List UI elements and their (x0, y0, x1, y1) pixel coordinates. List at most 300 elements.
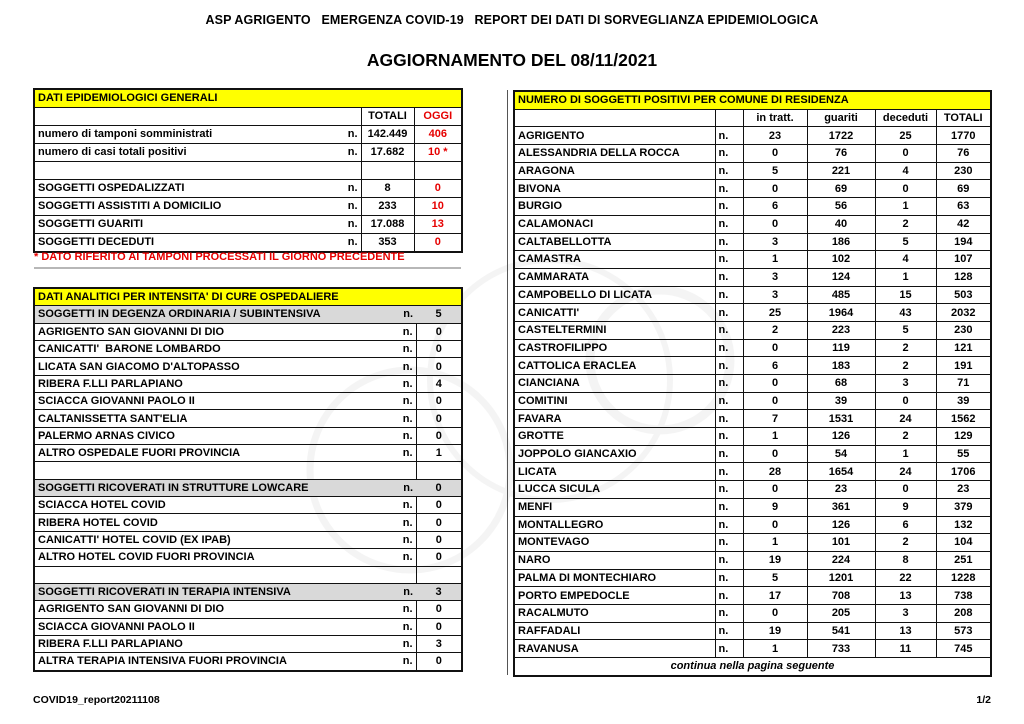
report-date-title: AGGIORNAMENTO DEL 08/11/2021 (366, 50, 658, 70)
totali-value: 17.088 (361, 216, 414, 234)
deceduti-value: 13 (875, 587, 936, 605)
hospital-table-row (34, 514, 462, 531)
patient-count: 0 (416, 341, 462, 358)
totali-value: 132 (936, 516, 991, 534)
general-table-row (34, 198, 462, 216)
guariti-value: 54 (807, 445, 875, 463)
n-abbreviation: n. (715, 162, 743, 180)
totali-value: 738 (936, 587, 991, 605)
facility-label: AGRIGENTO SAN GIOVANNI DI DIO (34, 323, 386, 340)
document-filename: COVID19_report20211108 (33, 694, 160, 706)
n-abbreviation: n. (715, 640, 743, 658)
facility-label: SCIACCA GIOVANNI PAOLO II (34, 393, 386, 410)
guariti-value: 733 (807, 640, 875, 658)
facility-label: ALTRO HOTEL COVID FUORI PROVINCIA (34, 549, 386, 566)
guariti-value: 124 (807, 268, 875, 286)
comune-row (514, 162, 991, 180)
comune-name: LICATA (514, 463, 715, 481)
comune-row (514, 640, 991, 658)
comune-name: BIVONA (514, 180, 715, 198)
deceduti-value: 2 (875, 428, 936, 446)
n-abbreviation: n. (715, 180, 743, 198)
in-tratt-value: 0 (743, 604, 807, 622)
n-abbreviation: n. (335, 126, 361, 144)
deceduti-value: 2 (875, 534, 936, 552)
comune-name: CALTABELLOTTA (514, 233, 715, 251)
in-tratt-value: 0 (743, 445, 807, 463)
comune-row (514, 428, 991, 446)
hospital-table-row (34, 653, 462, 671)
comune-name: PALMA DI MONTECHIARO (514, 569, 715, 587)
in-tratt-value: 1 (743, 251, 807, 269)
in-tratt-value: 0 (743, 145, 807, 163)
totali-value: 1706 (936, 463, 991, 481)
guariti-value: 183 (807, 357, 875, 375)
general-table-row (34, 144, 462, 162)
tamponi-footnote: * DATO RIFERITO AI TAMPONI PROCESSATI IL GIORNO PRECEDENTE (34, 251, 461, 269)
totali-value: 8 (361, 180, 414, 198)
general-header-spacer-n (335, 108, 361, 126)
n-abbreviation: n. (715, 622, 743, 640)
comune-row (514, 321, 991, 339)
deceduti-value: 6 (875, 516, 936, 534)
n-abbreviation: n. (715, 587, 743, 605)
in-tratt-value: 5 (743, 162, 807, 180)
in-tratt-value: 19 (743, 551, 807, 569)
patient-count (416, 462, 462, 479)
n-abbreviation: n. (715, 604, 743, 622)
comune-name: CALAMONACI (514, 215, 715, 233)
comuni-table-footer-row (514, 658, 991, 676)
n-abbreviation: n. (715, 428, 743, 446)
comune-row (514, 551, 991, 569)
totali-value: 503 (936, 286, 991, 304)
totali-value: 1228 (936, 569, 991, 587)
n-abbreviation: n. (386, 549, 416, 566)
in-tratt-value: 6 (743, 357, 807, 375)
comune-name: ALESSANDRIA DELLA ROCCA (514, 145, 715, 163)
comune-row (514, 304, 991, 322)
n-abbreviation: n. (386, 393, 416, 410)
n-abbreviation: n. (715, 463, 743, 481)
general-table-row (34, 234, 462, 253)
guariti-value: 223 (807, 321, 875, 339)
guariti-value: 126 (807, 428, 875, 446)
n-abbreviation: n. (386, 618, 416, 635)
deceduti-value: 1 (875, 268, 936, 286)
comune-row (514, 145, 991, 163)
n-abbreviation: n. (715, 410, 743, 428)
guariti-value: 186 (807, 233, 875, 251)
comune-name: RAVANUSA (514, 640, 715, 658)
facility-label: LICATA SAN GIACOMO D'ALTOPASSO (34, 358, 386, 375)
n-abbreviation: n. (386, 514, 416, 531)
totali-value: 251 (936, 551, 991, 569)
in-tratt-value: 0 (743, 180, 807, 198)
totali-value: 104 (936, 534, 991, 552)
totali-value: 71 (936, 375, 991, 393)
n-abbreviation: n. (715, 304, 743, 322)
general-table-row (34, 216, 462, 234)
totali-value: 1770 (936, 127, 991, 145)
totali-value: 107 (936, 251, 991, 269)
patient-count: 0 (416, 514, 462, 531)
general-table-title: DATI EPIDEMIOLOGICI GENERALI (34, 89, 462, 108)
continua-note: continua nella pagina seguente (514, 658, 991, 676)
facility-label: RIBERA F.LLI PARLAPIANO (34, 375, 386, 392)
comune-name: GROTTE (514, 428, 715, 446)
guariti-value: 1531 (807, 410, 875, 428)
n-abbreviation: n. (715, 498, 743, 516)
patient-count (416, 566, 462, 583)
metric-label: SOGGETTI GUARITI (34, 216, 335, 234)
comune-row (514, 180, 991, 198)
n-abbreviation: n. (335, 180, 361, 198)
hospital-table-row (34, 479, 462, 496)
oggi-value (414, 162, 462, 180)
n-abbreviation: n. (386, 583, 416, 600)
comune-name: RAFFADALI (514, 622, 715, 640)
totali-value: 230 (936, 162, 991, 180)
totali-column-header: TOTALI (936, 109, 991, 127)
n-abbreviation (386, 462, 416, 479)
deceduti-value: 5 (875, 321, 936, 339)
guariti-value: 1964 (807, 304, 875, 322)
comuni-header-spacer-n (715, 109, 743, 127)
general-table-row (34, 180, 462, 198)
in-tratt-column-header: in tratt. (743, 109, 807, 127)
deceduti-value: 0 (875, 392, 936, 410)
comune-row (514, 286, 991, 304)
totali-value: 191 (936, 357, 991, 375)
deceduti-value: 4 (875, 162, 936, 180)
facility-label: SOGGETTI RICOVERATI IN STRUTTURE LOWCARE (34, 479, 386, 496)
deceduti-value: 3 (875, 375, 936, 393)
hospital-table-row (34, 618, 462, 635)
n-abbreviation: n. (386, 375, 416, 392)
guariti-value: 126 (807, 516, 875, 534)
metric-label: numero di casi totali positivi (34, 144, 335, 162)
comune-row (514, 569, 991, 587)
in-tratt-value: 6 (743, 198, 807, 216)
in-tratt-value: 0 (743, 516, 807, 534)
metric-label: SOGGETTI DECEDUTI (34, 234, 335, 253)
guariti-value: 69 (807, 180, 875, 198)
guariti-value: 1654 (807, 463, 875, 481)
deceduti-value: 43 (875, 304, 936, 322)
n-abbreviation: n. (335, 198, 361, 216)
guariti-value: 102 (807, 251, 875, 269)
totali-value: 17.682 (361, 144, 414, 162)
totali-value: 39 (936, 392, 991, 410)
report-title: ASP AGRIGENTO EMERGENZA COVID-19 REPORT DEI DATI DI SORVEGLIANZA EPIDEMIOLOGICA (205, 13, 819, 27)
n-abbreviation: n. (715, 481, 743, 499)
deceduti-value: 8 (875, 551, 936, 569)
totali-value: 2032 (936, 304, 991, 322)
hospital-table-row (34, 427, 462, 444)
in-tratt-value: 3 (743, 233, 807, 251)
in-tratt-value: 0 (743, 481, 807, 499)
totali-value: 23 (936, 481, 991, 499)
page-number: 1/2 (976, 694, 991, 706)
hospital-table-row (34, 393, 462, 410)
comune-row (514, 587, 991, 605)
totali-value: 129 (936, 428, 991, 446)
n-abbreviation: n. (715, 357, 743, 375)
in-tratt-value: 28 (743, 463, 807, 481)
patient-count: 1 (416, 445, 462, 462)
deceduti-value: 5 (875, 233, 936, 251)
n-abbreviation: n. (715, 551, 743, 569)
totali-value: 573 (936, 622, 991, 640)
comune-row (514, 463, 991, 481)
facility-label: SCIACCA HOTEL COVID (34, 497, 386, 514)
comune-row (514, 481, 991, 499)
deceduti-value: 2 (875, 357, 936, 375)
comuni-header-spacer (514, 109, 715, 127)
totali-value: 142.449 (361, 126, 414, 144)
totali-column-header: TOTALI (361, 108, 414, 126)
table-edge-double-line (507, 90, 508, 675)
comune-name: CATTOLICA ERACLEA (514, 357, 715, 375)
general-header-spacer (34, 108, 335, 126)
comune-row (514, 498, 991, 516)
patient-count: 0 (416, 393, 462, 410)
deceduti-value: 0 (875, 180, 936, 198)
facility-label: RIBERA F.LLI PARLAPIANO (34, 635, 386, 652)
deceduti-value: 3 (875, 604, 936, 622)
comune-row (514, 392, 991, 410)
n-abbreviation: n. (386, 479, 416, 496)
facility-label: ALTRO OSPEDALE FUORI PROVINCIA (34, 445, 386, 462)
oggi-column-header: OGGI (414, 108, 462, 126)
in-tratt-value: 0 (743, 339, 807, 357)
patient-count: 0 (416, 549, 462, 566)
hospital-table-title-row (34, 288, 462, 306)
comune-name: BURGIO (514, 198, 715, 216)
patient-count: 5 (416, 306, 462, 323)
n-abbreviation: n. (715, 268, 743, 286)
n-abbreviation: n. (386, 635, 416, 652)
guariti-value: 40 (807, 215, 875, 233)
comune-name: CAMPOBELLO DI LICATA (514, 286, 715, 304)
comune-name: CAMMARATA (514, 268, 715, 286)
guariti-column-header: guariti (807, 109, 875, 127)
guariti-value: 205 (807, 604, 875, 622)
hospital-table-row (34, 445, 462, 462)
comune-row (514, 339, 991, 357)
comune-name: LUCCA SICULA (514, 481, 715, 499)
comune-row (514, 445, 991, 463)
facility-label: CANICATTI' HOTEL COVID (EX IPAB) (34, 531, 386, 548)
facility-label: AGRIGENTO SAN GIOVANNI DI DIO (34, 601, 386, 618)
patient-count: 4 (416, 375, 462, 392)
deceduti-value: 2 (875, 215, 936, 233)
facility-label: RIBERA HOTEL COVID (34, 514, 386, 531)
in-tratt-value: 3 (743, 286, 807, 304)
guariti-value: 23 (807, 481, 875, 499)
comune-name: AGRIGENTO (514, 127, 715, 145)
totali-value: 745 (936, 640, 991, 658)
oggi-value: 406 (414, 126, 462, 144)
n-abbreviation: n. (715, 321, 743, 339)
deceduti-value: 11 (875, 640, 936, 658)
hospital-table-row (34, 462, 462, 479)
comune-row (514, 410, 991, 428)
n-abbreviation: n. (715, 516, 743, 534)
guariti-value: 76 (807, 145, 875, 163)
comuni-positives-table (513, 90, 992, 677)
n-abbreviation: n. (715, 233, 743, 251)
comune-row (514, 251, 991, 269)
comuni-table-header-row (514, 109, 991, 127)
in-tratt-value: 1 (743, 534, 807, 552)
oggi-value: 0 (414, 234, 462, 253)
comune-name: COMITINI (514, 392, 715, 410)
in-tratt-value: 9 (743, 498, 807, 516)
guariti-value: 1201 (807, 569, 875, 587)
comune-row (514, 233, 991, 251)
comune-name: CAMASTRA (514, 251, 715, 269)
n-abbreviation: n. (386, 445, 416, 462)
deceduti-value: 2 (875, 339, 936, 357)
facility-label: SOGGETTI RICOVERATI IN TERAPIA INTENSIVA (34, 583, 386, 600)
deceduti-value: 24 (875, 463, 936, 481)
n-abbreviation: n. (715, 445, 743, 463)
totali-value: 1562 (936, 410, 991, 428)
guariti-value: 68 (807, 375, 875, 393)
comune-name: FAVARA (514, 410, 715, 428)
deceduti-value: 4 (875, 251, 936, 269)
oggi-value: 10 * (414, 144, 462, 162)
comune-name: MONTALLEGRO (514, 516, 715, 534)
guariti-value: 39 (807, 392, 875, 410)
comune-name: CANICATTI' (514, 304, 715, 322)
comune-name: MONTEVAGO (514, 534, 715, 552)
in-tratt-value: 0 (743, 392, 807, 410)
in-tratt-value: 5 (743, 569, 807, 587)
facility-label: SCIACCA GIOVANNI PAOLO II (34, 618, 386, 635)
n-abbreviation (386, 566, 416, 583)
totali-value: 230 (936, 321, 991, 339)
n-abbreviation: n. (715, 127, 743, 145)
in-tratt-value: 2 (743, 321, 807, 339)
hospital-table-row (34, 358, 462, 375)
oggi-value: 0 (414, 180, 462, 198)
patient-count: 0 (416, 427, 462, 444)
n-abbreviation: n. (715, 339, 743, 357)
n-abbreviation: n. (335, 234, 361, 253)
in-tratt-value: 23 (743, 127, 807, 145)
deceduti-value: 9 (875, 498, 936, 516)
in-tratt-value: 19 (743, 622, 807, 640)
guariti-value: 221 (807, 162, 875, 180)
facility-label: CANICATTI' BARONE LOMBARDO (34, 341, 386, 358)
comune-row (514, 268, 991, 286)
general-table-header-row (34, 108, 462, 126)
patient-count: 0 (416, 497, 462, 514)
n-abbreviation: n. (715, 534, 743, 552)
patient-count: 0 (416, 323, 462, 340)
hospital-table-title: DATI ANALITICI PER INTENSITA' DI CURE OSPEDALIERE (34, 288, 462, 306)
patient-count: 0 (416, 358, 462, 375)
comune-row (514, 516, 991, 534)
deceduti-value: 13 (875, 622, 936, 640)
comune-name: RACALMUTO (514, 604, 715, 622)
n-abbreviation: n. (335, 216, 361, 234)
totali-value: 69 (936, 180, 991, 198)
hospital-table-row (34, 306, 462, 323)
totali-value: 63 (936, 198, 991, 216)
comune-name: CASTELTERMINI (514, 321, 715, 339)
deceduti-value: 15 (875, 286, 936, 304)
deceduti-column-header: deceduti (875, 109, 936, 127)
n-abbreviation: n. (715, 198, 743, 216)
deceduti-value: 25 (875, 127, 936, 145)
n-abbreviation: n. (386, 341, 416, 358)
in-tratt-value: 25 (743, 304, 807, 322)
guariti-value: 708 (807, 587, 875, 605)
totali-value: 353 (361, 234, 414, 253)
in-tratt-value: 0 (743, 375, 807, 393)
general-table-title-row (34, 89, 462, 108)
comune-name: JOPPOLO GIANCAXIO (514, 445, 715, 463)
patient-count: 0 (416, 653, 462, 671)
n-abbreviation: n. (715, 392, 743, 410)
totali-value: 76 (936, 145, 991, 163)
guariti-value: 361 (807, 498, 875, 516)
deceduti-value: 1 (875, 445, 936, 463)
comune-row (514, 375, 991, 393)
comune-name: NARO (514, 551, 715, 569)
guariti-value: 101 (807, 534, 875, 552)
deceduti-value: 0 (875, 481, 936, 499)
n-abbreviation: n. (386, 427, 416, 444)
comuni-table-title: NUMERO DI SOGGETTI POSITIVI PER COMUNE DI RESIDENZA (514, 91, 991, 109)
hospital-intensity-table (33, 287, 463, 672)
totali-value (361, 162, 414, 180)
totali-value: 194 (936, 233, 991, 251)
in-tratt-value: 1 (743, 640, 807, 658)
patient-count: 3 (416, 635, 462, 652)
metric-label: SOGGETTI OSPEDALIZZATI (34, 180, 335, 198)
guariti-value: 1722 (807, 127, 875, 145)
n-abbreviation: n. (386, 601, 416, 618)
hospital-table-row (34, 583, 462, 600)
comune-name: PORTO EMPEDOCLE (514, 587, 715, 605)
guariti-value: 56 (807, 198, 875, 216)
in-tratt-value: 0 (743, 215, 807, 233)
hospital-table-row (34, 566, 462, 583)
guariti-value: 119 (807, 339, 875, 357)
hospital-table-row (34, 497, 462, 514)
facility-label: SOGGETTI IN DEGENZA ORDINARIA / SUBINTENSIVA (34, 306, 386, 323)
comune-row (514, 622, 991, 640)
facility-label: ALTRA TERAPIA INTENSIVA FUORI PROVINCIA (34, 653, 386, 671)
comune-row (514, 604, 991, 622)
general-data-table (33, 88, 463, 253)
hospital-table-row (34, 531, 462, 548)
n-abbreviation: n. (386, 323, 416, 340)
in-tratt-value: 7 (743, 410, 807, 428)
hospital-table-row (34, 549, 462, 566)
comuni-table-title-row (514, 91, 991, 109)
n-abbreviation: n. (715, 145, 743, 163)
general-table-row (34, 126, 462, 144)
comune-row (514, 127, 991, 145)
deceduti-value: 24 (875, 410, 936, 428)
general-table-row (34, 162, 462, 180)
